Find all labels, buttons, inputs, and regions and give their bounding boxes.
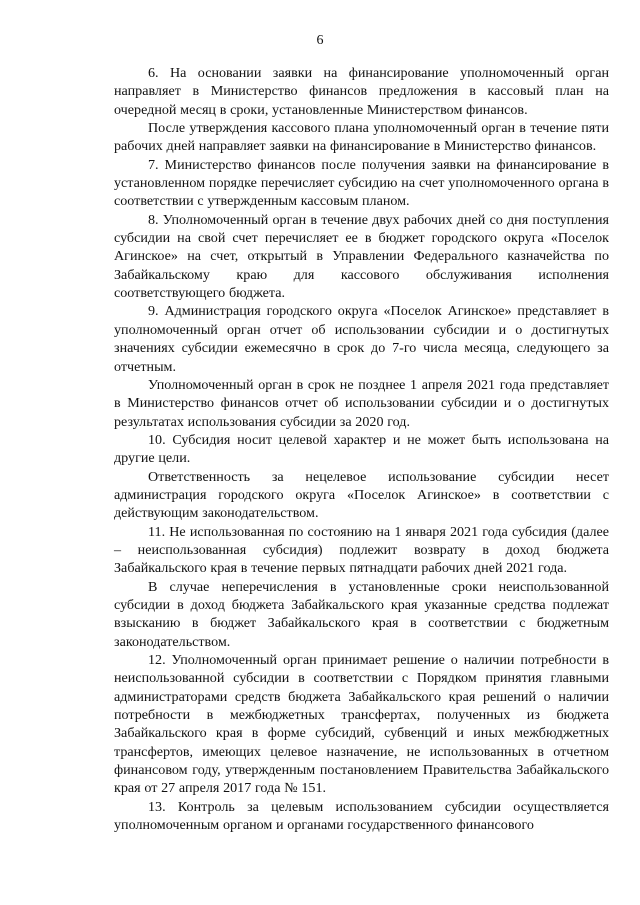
paragraph-8: 8. Уполномоченный орган в течение двух рабочих дней со дня поступления субсидии на свой счет перечисляет ее в бюджет городского округа «Поселок Агинское» на счет, открытый в Управлении Федерального казначейства по Забайкальскому краю для кассового обслуживания исполнения соответствующего бюджета. — [114, 211, 609, 302]
paragraph-10: 10. Субсидия носит целевой характер и не может быть использована на другие цели. — [114, 431, 609, 467]
paragraph-12: 12. Уполномоченный орган принимает решение о наличии потребности в неиспользованной субсидии в соответствии с Порядком принятия главными администраторами средств бюджета Забайкальского края решений о наличии потребности в межбюджетных трансфертах, полученных из бюджета Забайкальского края в форме субсидий, субвенций и иных межбюджетных трансфертов, имеющих целевое назначение, не использованных в отчетном финансовом году, утвержденным постановлением Правительства Забайкальского края от 27 апреля 2017 года № 151. — [114, 652, 609, 797]
paragraph-6-cash-plan: После утверждения кассового плана уполномоченный орган в течение пяти рабочих дней направляет заявки на финансирование в Министерство финансов. — [114, 120, 609, 155]
paragraph-7: 7. Министерство финансов после получения заявки на финансирование в установленном порядке перечисляет субсидию на счет уполномоченного органа в соответствии с утвержденным кассовым планом. — [114, 156, 609, 210]
paragraph-11: 11. Не использованная по состоянию на 1 января 2021 года субсидия (далее – неиспользованная субсидия) подлежит возврату в доход бюджета Забайкальского края в течение первых пятнадцати рабочих дней 2021 года. — [114, 523, 609, 577]
paragraph-13: 13. Контроль за целевым использованием субсидии осуществляется уполномоченным органом и органами государственного финансового — [114, 798, 609, 834]
document-body — [114, 64, 609, 834]
paragraph-11-recovery: В случае неперечисления в установленные сроки неиспользованной субсидии в доход бюджета Забайкальского края указанные средства подлежат взысканию в бюджет Забайкальского края в соответствии с бюджетным законодательством. — [114, 578, 609, 650]
paragraph-9: 9. Администрация городского округа «Поселок Агинское» представляет в уполномоченный орган отчет об использовании субсидии и о достигнутых значениях субсидии ежемесячно в срок до 7-го числа месяца, следующего за отчетным. — [114, 303, 609, 375]
paragraph-6: 6. На основании заявки на финансирование уполномоченный орган направляет в Министерство финансов предложения в кассовый план на очередной месяц в сроки, установленные Министерством финансов. — [114, 65, 609, 118]
page-number: 6 — [316, 33, 324, 48]
paragraph-9-annual-report: Уполномоченный орган в срок не позднее 1 апреля 2021 года представляет в Министерство финансов отчет об использовании субсидии и о достигнутых результатах использования субсидии за 2020 год. — [114, 376, 609, 430]
paragraph-10-responsibility: Ответственность за нецелевое использование субсидии несет администрация городского округа «Поселок Агинское» в соответствии с действующим законодательством. — [114, 468, 609, 522]
